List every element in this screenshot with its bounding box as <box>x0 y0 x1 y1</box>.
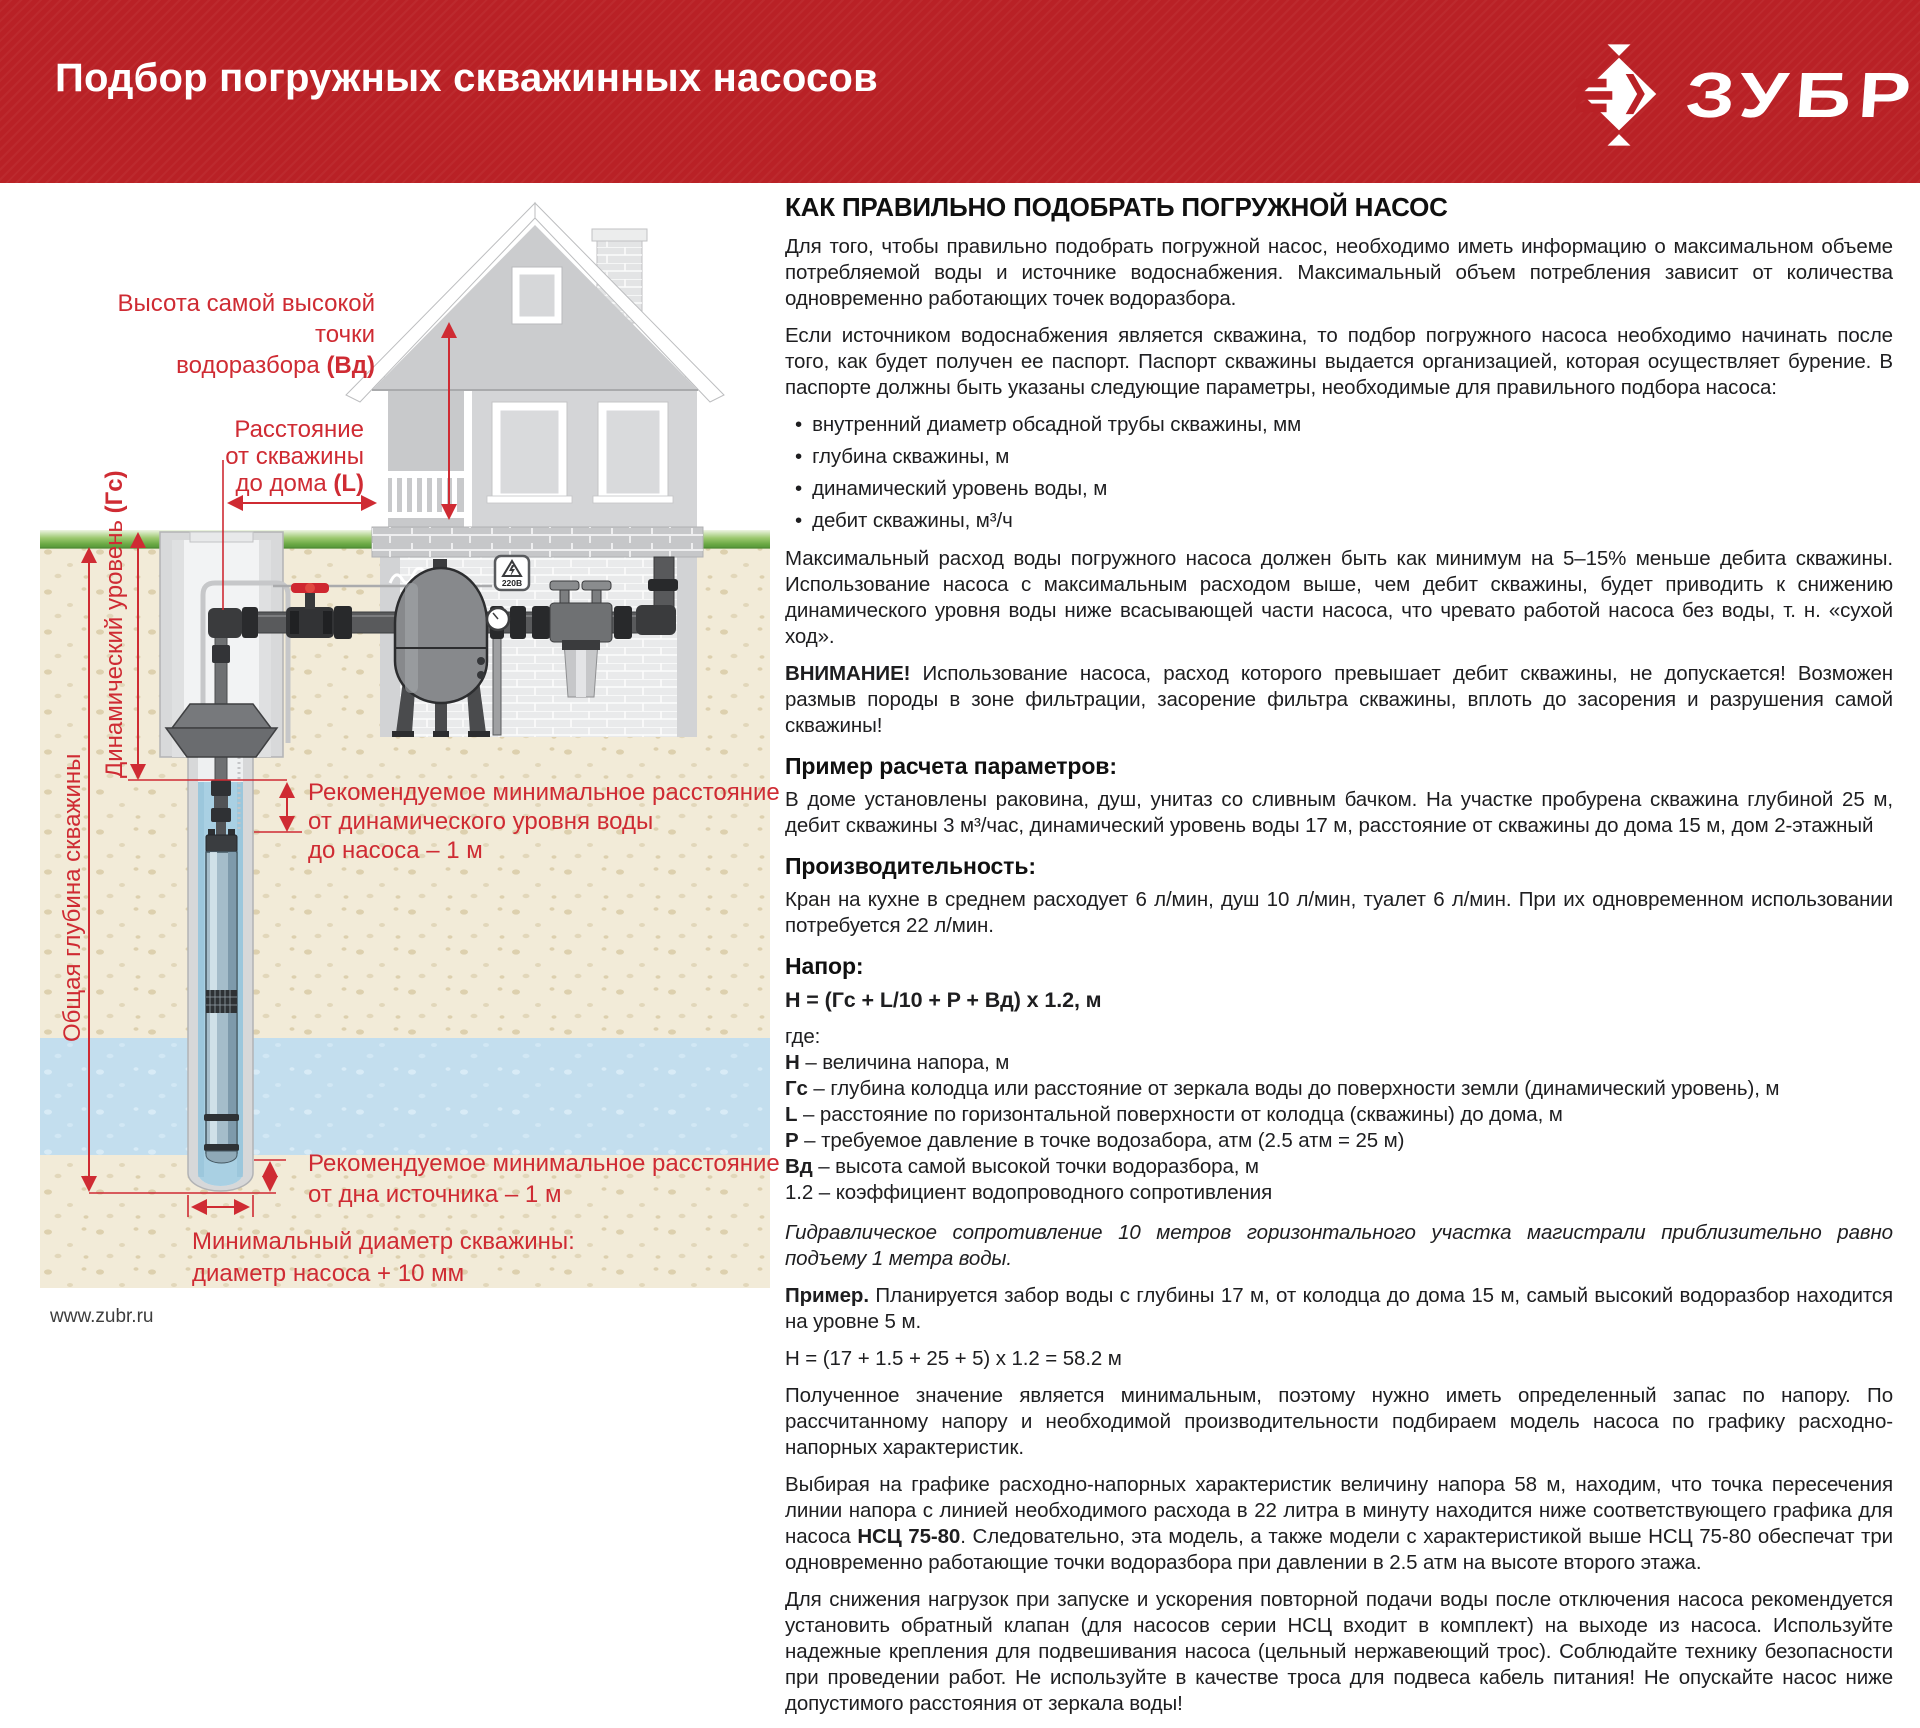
list-item: • глубина скважины, м <box>795 444 1893 470</box>
definition-row: Вд – высота самой высокой точки водоразбора, м <box>785 1155 1259 1178</box>
hydraulic-note: Гидравлическое сопротивление 10 метров горизонтального участка магистрали приблизительно равно подъему 1 метра воды. <box>785 1221 1893 1270</box>
example2-formula: H = (17 + 1.5 + 25 + 5) x 1.2 = 58.2 м <box>785 1347 1122 1370</box>
paragraph-example2: Пример. Планируется забор воды с глубины 17 м, от колодца до дома 15 м, самый высокий водоразбор находится на уровне 5 м. <box>785 1284 1893 1333</box>
article <box>785 192 1893 1728</box>
paragraph-max-flow: Максимальный расход воды погружного насоса должен быть как минимум на 5–15% меньше дебита скважины. Использование насоса с максимальным расходом выше, чем дебит скважины, будет приводить к снижению динамического уровня воды ниже всасывающей части насоса, что чревато работой насоса без воды, т. н. «сухой ход». <box>785 547 1893 648</box>
list-item: • динамический уровень воды, м <box>795 476 1893 502</box>
formula-definitions <box>785 1050 1893 1206</box>
head-formula: H = (Гс + L/10 + P + Вд) x 1.2, м <box>785 988 1102 1012</box>
site-url-link[interactable]: www.zubr.ru <box>50 1306 154 1327</box>
window-right <box>593 402 673 503</box>
paragraph-example2-result: Полученное значение является минимальным, поэтому нужно иметь определенный запас по напору. По рассчитанному напору и необходимой производительности подбираем модель насоса по графику расходно-напорных характеристик. <box>785 1384 1893 1459</box>
attic-window <box>512 267 562 324</box>
paragraph-example-setup: В доме установлены раковина, душ, унитаз со сливным бачком. На участке пробурена скважина глубиной 25 м, дебит скважины 3 м³/час, динамический уровень воды 17 м, расстояние от скважины до дома 15 м, дом 2-этажный <box>785 788 1893 837</box>
shutoff-valve <box>286 583 334 638</box>
heading-performance: Производительность: <box>785 853 1036 879</box>
list-item: • внутренний диаметр обсадной трубы скважины, мм <box>795 412 1893 438</box>
article-title: КАК ПРАВИЛЬНО ПОДОБРАТЬ ПОГРУЖНОЙ НАСОС <box>785 192 1448 222</box>
heading-head: Напор: <box>785 953 864 979</box>
paragraph-attention: ВНИМАНИЕ! Использование насоса, расход которого превышает дебит скважины, не допускается! Возможен размыв породы в зоне фильтрации, засорение фильтра скважины, вплоть до засорения и разрушения самой скважины! <box>785 662 1893 737</box>
label-dynamic-level: Динамический уровень (Гс) <box>101 470 128 778</box>
definition-row: Гс – глубина колодца или расстояние от зеркала воды до поверхности земли (динамический уровень), м <box>785 1077 1780 1100</box>
paragraph-passport: Если источником водоснабжения является скважина, то подбор погружного насоса необходимо начинать после того, как будет получен ее паспорт. Паспорт скважины выдается организацией, которая осуществляет бурение. В паспорте должны быть указаны следующие параметры, необходимые для правильного подбора насоса: <box>785 324 1893 399</box>
submersible-pump <box>204 780 239 1163</box>
definition-row: H – величина напора, м <box>785 1051 1010 1074</box>
page-title: Подбор погружных скважинных насосов <box>55 56 878 100</box>
label-distance-to-house: Расстояние от скважины до дома (L) <box>225 416 364 497</box>
paragraph-intro: Для того, чтобы правильно подобрать погружной насос, необходимо иметь информацию о максимальном объеме потребляемой воды и источнике водоснабжения. Максимальный объем потребления зависит от количества одновременно работающих точек водоразбора. <box>785 235 1893 310</box>
paragraph-safety: Для снижения нагрузок при запуске и ускорения повторной подачи воды после отключения насоса рекомендуется установить обратный клапан (для насосов серии НСЦ входит в комплект) на выходе из насоса. Используйте надежные крепления для подвешивания насоса (цельный нержавеющий трос). Соблюдайте технику безопасности при проведении работ. Не используйте в качестве троса для подвеса кабель питания! Не опускайте насос ниже допустимого расстояния от зеркала воды! <box>785 1588 1893 1715</box>
definition-row: L – расстояние по горизонтальной поверхности от колодца (скважины) до дома, м <box>785 1103 1563 1126</box>
label-total-depth: Общая глубина скважины <box>59 753 86 1042</box>
pressure-tank <box>392 559 490 737</box>
paragraph-performance: Кран на кухне в среднем расходует 6 л/мин, душ 10 л/мин, туалет 6 л/мин. При их одновременном использовании потребуется 22 л/мин. <box>785 888 1893 937</box>
heading-example-calc: Пример расчета параметров: <box>785 753 1117 779</box>
label-min-distance-to-pump: Рекомендуемое минимальное расстояние от динамического уровня воды до насоса – 1 м <box>308 779 780 864</box>
label-highest-point: Высота самой высокой точки водоразбора (Вд) <box>117 290 375 379</box>
label-min-distance-from-bottom: Рекомендуемое минимальное расстояние от дна источника – 1 м <box>308 1150 780 1208</box>
passport-parameters-list <box>785 412 1893 534</box>
window-left <box>487 402 572 503</box>
elbow-fitting <box>208 608 242 638</box>
list-item: • дебит скважины, м³/ч <box>795 508 1893 534</box>
definition-row: P – требуемое давление в точке водозабора, атм (2.5 атм = 25 м) <box>785 1129 1405 1152</box>
where-label: где: <box>785 1025 821 1048</box>
voltage-sign <box>495 556 529 590</box>
header-band <box>0 0 1920 183</box>
brand-wordmark: ЗУБР <box>1683 59 1920 131</box>
brand-logo <box>1576 40 1920 150</box>
svg-text:220В: 220В <box>501 578 523 588</box>
zubr-bison-icon <box>1576 42 1662 148</box>
label-min-well-diameter: Минимальный диаметр скважины: диаметр насоса + 10 мм <box>192 1228 575 1287</box>
paragraph-model-selection: Выбирая на графике расходно-напорных характеристик величину напора 58 м, находим, что точка пересечения линии напора с линией необходимого расхода в 22 литра в минуту находится ниже соответствующего графика для насоса НСЦ 75-80. Следовательно, эта модель, а также модели с характеристикой выше НСЦ 75-80 обеспечат три одновременно работающие точки водоразбора при давлении в 2.5 атм на высоте второго этажа. <box>785 1473 1893 1574</box>
definition-row: 1.2 – коэффициент водопроводного сопротивления <box>785 1181 1273 1204</box>
